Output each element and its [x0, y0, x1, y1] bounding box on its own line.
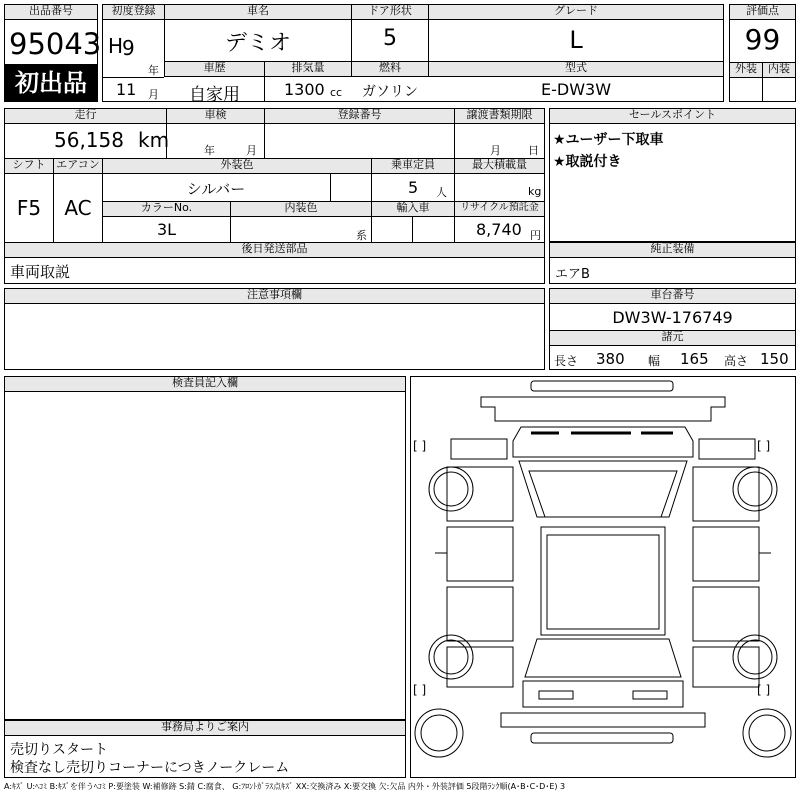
model-value: E-DW3W [540, 80, 612, 99]
diagram-bracket-right-top: [ ] [757, 439, 771, 453]
displacement-value: 1300 [284, 80, 325, 99]
fuel-value: ガソリン [362, 84, 418, 100]
diagram-bracket-left-top: [ ] [413, 439, 427, 453]
standard-equipment-box [549, 242, 796, 284]
recycle-unit: 円 [530, 229, 541, 242]
mileage-label: 走行 [4, 108, 167, 124]
aircon-value: AC [64, 196, 92, 220]
displacement-label: 排気量 [264, 61, 352, 77]
score-value: 99 [744, 23, 781, 56]
width-label: 幅 [648, 354, 661, 368]
height-label: 高さ [724, 354, 749, 368]
length-label: 長さ [554, 354, 579, 368]
transfer-month-unit: 月 [490, 144, 501, 157]
shift-label: シフト [4, 158, 54, 174]
recycle-value: 8,740 [476, 220, 522, 239]
car-body-diagram [411, 377, 795, 777]
first-reg-label: 初度登録 [102, 4, 165, 20]
first-reg-month: 11 [116, 80, 137, 99]
car-name-value: デミオ [224, 31, 291, 56]
interior-color-label: 内装色 [230, 201, 372, 217]
aircon-label: エアコン [53, 158, 103, 174]
chassis-label: 車台番号 [549, 288, 796, 304]
interior-color-unit: 系 [356, 229, 367, 242]
height-value: 150 [760, 350, 789, 368]
length-value: 380 [596, 350, 625, 368]
mileage-value: 56,158 [54, 128, 124, 152]
damage-legend: A:ｷｽﾞ U:ﾍｺﾐ B:ｷｽﾞを伴うﾍｺﾐ P:要塗装 W:補修跡 S:錆 C:腐食、 G:ﾌﾛﾝﾄｶﾞﾗｽ点ｷｽﾞ XX:交換済み X:要交換 欠:欠品 内外・外装評価 5段階ﾗﾝｸ順(A･B･C･D･E) 3 [4, 782, 566, 791]
later-parts-value: 車両取説 [10, 263, 71, 281]
transfer-day-unit: 日 [528, 144, 539, 157]
doors-label: ドア形状 [351, 4, 429, 20]
doors-value: 5 [383, 26, 397, 51]
exterior-color-label: 外装色 [102, 158, 372, 174]
diagram-bracket-left-bottom: [ ] [413, 683, 427, 697]
inspection-month-unit: 月 [246, 144, 257, 157]
history-label: 車歴 [164, 61, 265, 77]
car-name-label: 車名 [164, 4, 352, 20]
dimensions-label: 諸元 [549, 330, 796, 346]
office-label: 事務局よりご案内 [4, 720, 406, 736]
inspection-label: 車検 [166, 108, 265, 124]
sales-point-line-1: ★ユーザー下取車 [553, 132, 664, 148]
history-value: 自家用 [189, 85, 240, 105]
sales-points-label: セールスポイント [549, 108, 796, 124]
standard-equipment-label: 純正装備 [549, 242, 796, 258]
inspector-label: 検査員記入欄 [4, 376, 406, 392]
notes-box [4, 288, 545, 370]
capacity-label: 乗車定員 [371, 158, 455, 174]
first-listing-badge: 初出品 [4, 64, 98, 102]
office-box [4, 720, 406, 778]
chassis-box [549, 288, 796, 370]
standard-equipment-value: エアB [555, 267, 590, 282]
first-reg-month-unit: 月 [148, 88, 159, 101]
capacity-unit: 人 [436, 186, 447, 199]
import-label: 輸入車 [371, 201, 455, 217]
office-line-2: 検査なし売切りコーナーにつきノークレーム [10, 760, 290, 776]
sales-point-line-2: ★取説付き [553, 154, 622, 170]
max-load-label: 最大積載量 [454, 158, 545, 174]
shift-value: F5 [16, 196, 42, 220]
notes-label: 注意事項欄 [4, 288, 545, 304]
inspection-year-unit: 年 [204, 144, 215, 157]
exterior-score-label: 外装 [729, 62, 763, 78]
transfer-label: 譲渡書類期限 [454, 108, 545, 124]
first-reg-era: H [108, 34, 124, 58]
diagram-bracket-right-bottom: [ ] [757, 683, 771, 697]
inspector-box [4, 376, 406, 720]
interior-score-label: 内装 [762, 62, 796, 78]
first-reg-year: 9 [122, 36, 135, 60]
grade-value: L [569, 26, 583, 54]
max-load-unit: kg [528, 185, 542, 198]
later-parts-label: 後日発送部品 [4, 242, 545, 258]
color-no-label: カラーNo. [102, 201, 231, 217]
displacement-unit: cc [330, 86, 343, 99]
color-no-value: 3L [156, 220, 177, 239]
car-diagram-box [410, 376, 796, 778]
score-label: 評価点 [729, 4, 796, 20]
office-line-1: 売切りスタート [10, 742, 108, 758]
width-value: 165 [680, 350, 709, 368]
grade-label: グレード [428, 4, 724, 20]
lot-number: 95043 [9, 27, 102, 61]
exterior-color-value: シルバー [186, 180, 246, 198]
lot-label: 出品番号 [4, 4, 98, 20]
mileage-unit: km [138, 128, 170, 152]
fuel-label: 燃料 [351, 61, 429, 77]
model-label: 型式 [428, 61, 724, 77]
first-reg-year-unit: 年 [148, 64, 159, 77]
plate-label: 登録番号 [264, 108, 455, 124]
chassis-value: DW3W-176749 [612, 308, 733, 327]
recycle-label: リサイクル預託金 [454, 201, 545, 217]
score-box [729, 4, 796, 102]
capacity-value: 5 [408, 178, 419, 197]
sales-points-box [549, 108, 796, 242]
